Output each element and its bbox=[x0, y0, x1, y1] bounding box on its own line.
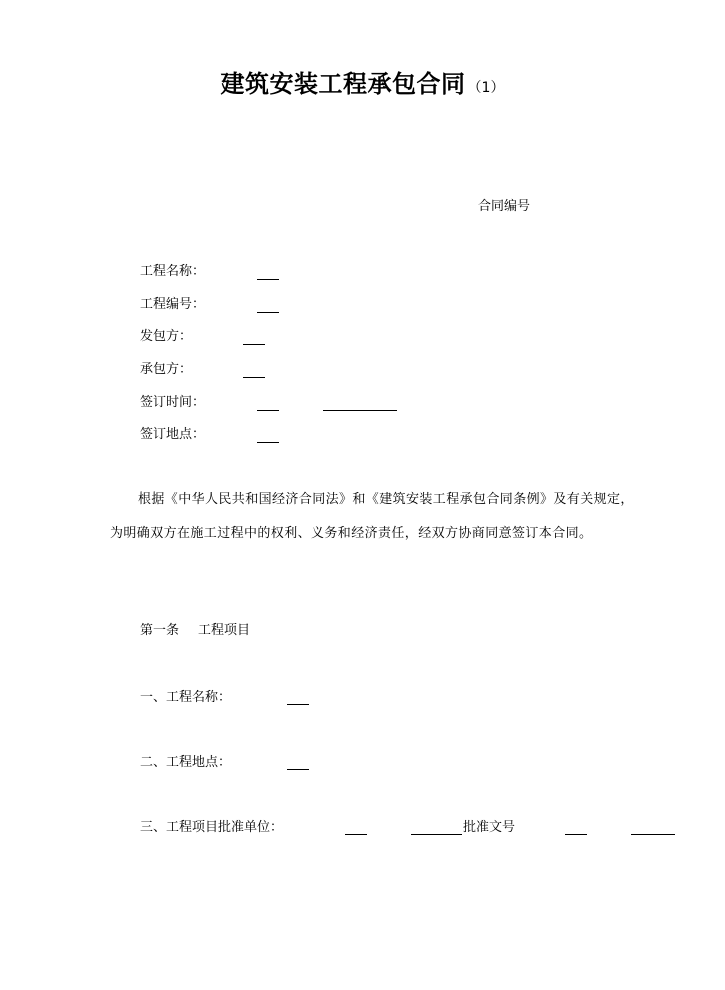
field-signing-time-blank-2[interactable] bbox=[323, 410, 397, 411]
field-project-number-label: 工程编号： bbox=[140, 297, 206, 312]
preamble-paragraph bbox=[110, 483, 640, 551]
field-signing-time-label: 签订时间： bbox=[140, 395, 206, 410]
field-signing-place-blank[interactable] bbox=[257, 442, 279, 443]
title-main: 建筑安装工程承包合同 bbox=[220, 70, 466, 98]
field-contractor-label: 承包方： bbox=[140, 362, 193, 377]
item-approval-doc-label: 批准文号 bbox=[463, 820, 516, 835]
title-number: （1） bbox=[467, 80, 505, 96]
item-approval-unit-blank-2[interactable] bbox=[411, 834, 462, 835]
field-contractor-blank[interactable] bbox=[243, 377, 265, 378]
item-approval-doc-blank-2[interactable] bbox=[631, 834, 675, 835]
item-project-name-label: 一、工程名称： bbox=[140, 690, 232, 705]
article-1-heading bbox=[140, 623, 250, 639]
field-signing-place-label: 签订地点： bbox=[140, 427, 206, 442]
item-project-name-blank[interactable] bbox=[287, 704, 309, 705]
item-approval-unit-label: 三、工程项目批准单位： bbox=[140, 820, 284, 835]
field-project-number-blank[interactable] bbox=[257, 312, 279, 313]
field-project-name-label: 工程名称： bbox=[140, 264, 206, 279]
item-project-location-label: 二、工程地点： bbox=[140, 755, 232, 770]
document-title bbox=[0, 64, 725, 99]
item-approval-unit-blank[interactable] bbox=[345, 834, 367, 835]
item-approval-doc-blank[interactable] bbox=[565, 834, 587, 835]
contract-number-label: 合同编号 bbox=[478, 199, 531, 214]
article-1-title: 工程项目 bbox=[198, 623, 251, 638]
field-employer-label: 发包方： bbox=[140, 329, 193, 344]
item-project-location-blank[interactable] bbox=[287, 769, 309, 770]
article-1-number: 第一条 bbox=[140, 623, 180, 638]
field-employer-blank[interactable] bbox=[243, 344, 265, 345]
preamble-text: 根据《中华人民共和国经济合同法》和《建筑安装工程承包合同条例》及有关规定，为明确双方在施工过程中的权利、义务和经济责任，经双方协商同意签订本合同。 bbox=[110, 492, 634, 541]
field-signing-time-blank[interactable] bbox=[257, 410, 279, 411]
field-project-name-blank[interactable] bbox=[257, 279, 279, 280]
